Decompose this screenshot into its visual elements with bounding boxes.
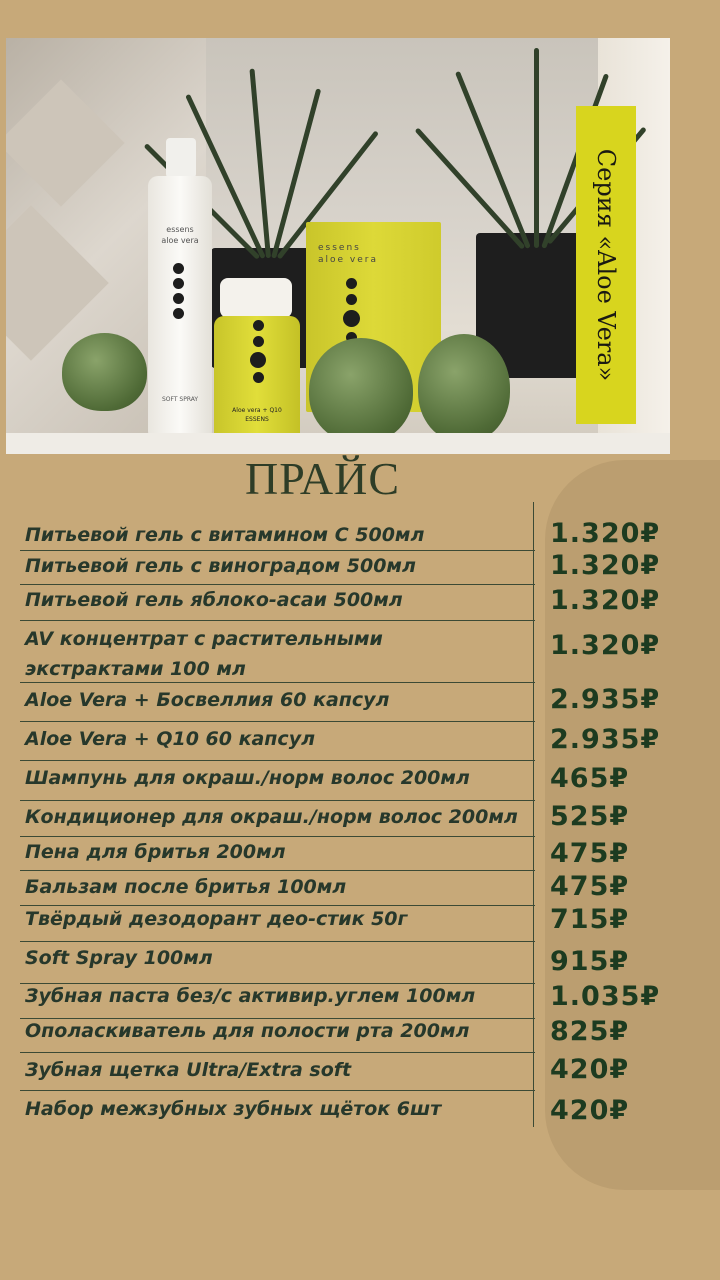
plant-leaf — [534, 48, 539, 248]
series-badge-text: Серия «Aloe Vera» — [592, 148, 620, 382]
product-price: 825₽ — [550, 1016, 630, 1047]
product-photo — [6, 38, 670, 454]
jar-label: Aloe vera + Q10 — [232, 407, 282, 414]
row-divider — [20, 1052, 535, 1053]
product-price: 915₽ — [550, 946, 630, 977]
row-divider — [20, 550, 535, 551]
product-price: 475₽ — [550, 838, 630, 869]
fig — [62, 333, 147, 411]
box-line: aloe vera — [318, 255, 378, 265]
plant-leaf — [455, 71, 531, 249]
jar-lid — [220, 278, 292, 318]
row-divider — [20, 836, 535, 837]
product-price: 465₽ — [550, 763, 630, 794]
logo-dot — [250, 352, 266, 368]
product-name: Aloe Vera + Босвеллия 60 капсул — [25, 689, 390, 711]
logo-dot — [346, 294, 357, 305]
product-name: Soft Spray 100мл — [25, 947, 213, 969]
fig — [309, 338, 413, 443]
box-brand: essens — [318, 243, 361, 253]
product-name: Твёрдый дезодорант део-стик 50г — [25, 908, 408, 930]
product-price: 2.935₽ — [550, 724, 661, 755]
product-name: Зубная паста без/с активир.углем 100мл — [25, 985, 476, 1007]
product-name: Пена для бритья 200мл — [25, 841, 286, 863]
product-price: 1.320₽ — [550, 585, 661, 616]
product-price: 1.320₽ — [550, 518, 661, 549]
logo-dot — [253, 320, 264, 331]
series-badge — [576, 106, 636, 424]
logo-dot — [173, 293, 184, 304]
row-divider — [20, 760, 535, 761]
product-name: Питьевой гель с витамином С 500мл — [25, 524, 425, 546]
logo-dot — [173, 278, 184, 289]
row-divider — [20, 941, 535, 942]
product-name: Бальзам после бритья 100мл — [25, 876, 347, 898]
row-divider — [20, 870, 535, 871]
logo-dot — [173, 263, 184, 274]
product-price: 1.320₽ — [550, 630, 661, 661]
product-name: Ополаскиватель для полости рта 200мл — [25, 1020, 470, 1042]
column-divider — [533, 502, 534, 1127]
row-divider — [20, 905, 535, 906]
row-divider — [20, 620, 535, 621]
row-divider — [20, 721, 535, 722]
product-price: 475₽ — [550, 871, 630, 902]
product-price: 1.320₽ — [550, 550, 661, 581]
fig — [418, 334, 510, 442]
product-price: 2.935₽ — [550, 684, 661, 715]
page-title: ПРАЙС — [245, 453, 401, 504]
row-divider — [20, 1090, 535, 1091]
product-name: Питьевой гель с виноградом 500мл — [25, 555, 416, 577]
product-name: Набор межзубных зубных щёток 6шт — [25, 1098, 442, 1120]
bottle-brand: essens — [166, 225, 194, 234]
logo-dot — [173, 308, 184, 319]
row-divider — [20, 584, 535, 585]
logo-dot — [253, 336, 264, 347]
spray-cap — [166, 138, 196, 178]
logo-dot — [343, 310, 360, 327]
product-name: Кондиционер для окраш./норм волос 200мл — [25, 806, 518, 828]
product-price: 715₽ — [550, 904, 630, 935]
row-divider — [20, 800, 535, 801]
jar-brand: ESSENS — [245, 416, 269, 423]
bottle-line: aloe vera — [161, 236, 199, 245]
product-price: 420₽ — [550, 1095, 630, 1126]
product-name: Шампунь для окраш./норм волос 200мл — [25, 767, 470, 789]
product-name: Питьевой гель яблоко-асаи 500мл — [25, 589, 403, 611]
logo-dot — [253, 372, 264, 383]
product-name: Зубная щетка Ultra/Extra soft — [25, 1059, 352, 1081]
product-name: Aloe Vera + Q10 60 капсул — [25, 728, 315, 750]
product-name: AV концентрат с растительными экстрактами 100 мл — [25, 628, 383, 680]
shelf — [6, 433, 670, 454]
product-price: 420₽ — [550, 1054, 630, 1085]
row-divider — [20, 682, 535, 683]
product-price: 525₽ — [550, 801, 630, 832]
product-price: 1.035₽ — [550, 981, 661, 1012]
logo-dot — [346, 278, 357, 289]
spray-label: SOFT SPRAY — [161, 396, 199, 403]
